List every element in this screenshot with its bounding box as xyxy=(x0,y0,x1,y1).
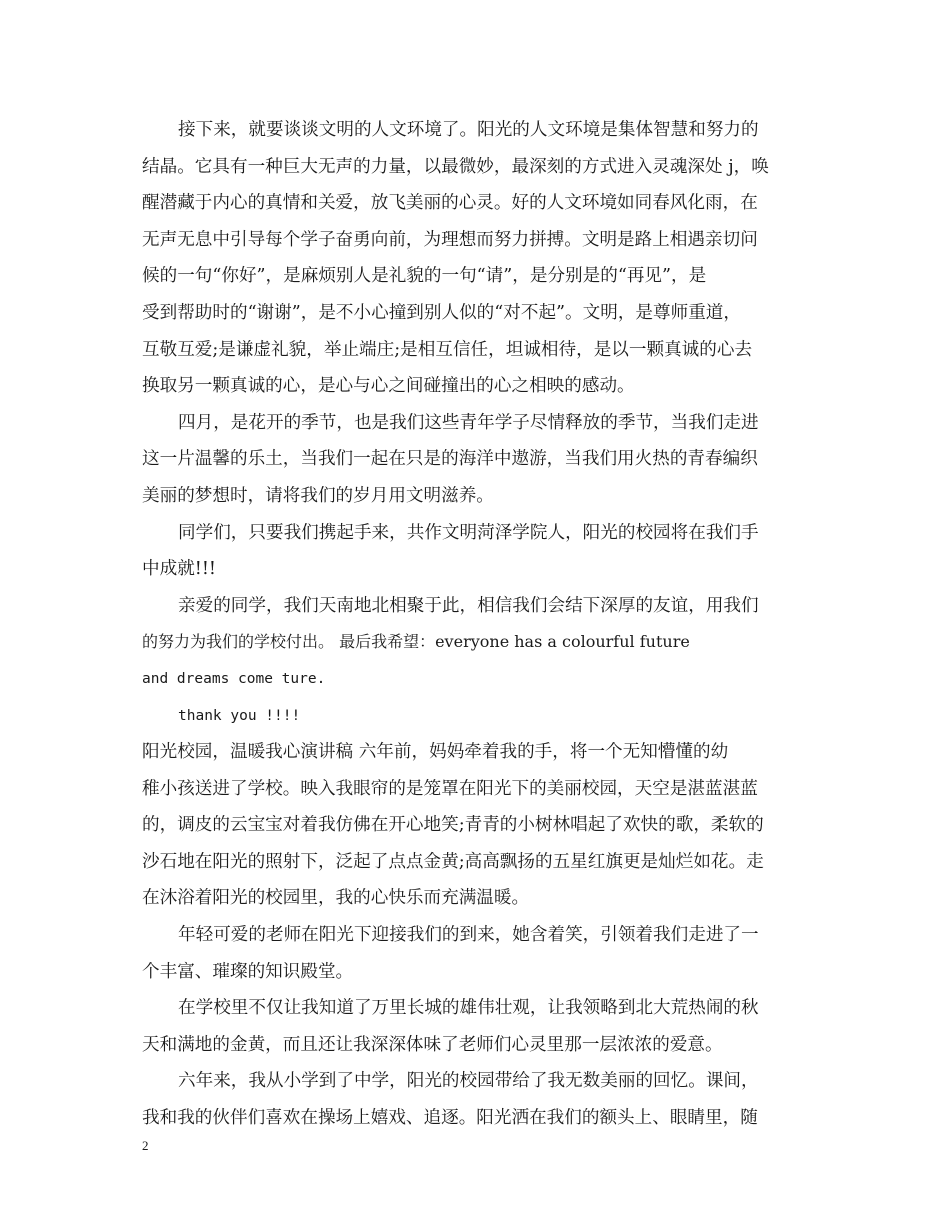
text-line: 年轻可爱的老师在阳光下迎接我们的到来，她含着笑，引领着我们走进了一 xyxy=(178,925,759,946)
text-line: 阳光校园，温暖我心演讲稿 六年前，妈妈牵着我的手，将一个无知懵懂的幼 xyxy=(142,742,729,763)
text-line: 的，调皮的云宝宝对着我仿佛在开心地笑;青青的小树林唱起了欢快的歌，柔软的 xyxy=(142,815,764,836)
document-body xyxy=(142,112,814,1137)
text-line: 候的一句“你好”，是麻烦别人是礼貌的一句“请”，是分别是的“再见”，是 xyxy=(142,266,707,287)
text-line: 六年来，我从小学到了中学，阳光的校园带给了我无数美丽的回忆。课间， xyxy=(178,1071,759,1092)
text-line: 接下来，就要谈谈文明的人文环境了。阳光的人文环境是集体智慧和努力的 xyxy=(178,120,759,140)
text-line: 换取另一颗真诚的心，是心与心之间碰撞出的心之相映的感动。 xyxy=(142,376,635,397)
text-line: 四月，是花开的季节，也是我们这些青年学子尽情释放的季节，当我们走进 xyxy=(178,412,759,433)
text-line: and dreams come ture. xyxy=(142,670,326,687)
text-line: 的努力为我们的学校付出。 最后我希望：everyone has a colourful future xyxy=(142,632,690,652)
text-line: 我和我的伙伴们喜欢在操场上嬉戏、追逐。阳光洒在我们的额头上、眼睛里，随 xyxy=(142,1108,758,1129)
text-line: thank you !!!! xyxy=(178,707,301,724)
text-line: 结晶。它具有一种巨大无声的力量，以最微妙，最深刻的方式进入灵魂深处 j，唤 xyxy=(142,156,769,177)
page-number: 2 xyxy=(142,1138,149,1153)
text-line: 个丰富、璀璨的知识殿堂。 xyxy=(142,961,354,982)
text-line: 美丽的梦想时，请将我们的岁月用文明滋养。 xyxy=(142,485,494,506)
text-line: 醒潜藏于内心的真情和关爱，放飞美丽的心灵。好的人文环境如同春风化雨，在 xyxy=(142,193,758,214)
text-line: 这一片温馨的乐土，当我们一起在只是的海洋中遨游，当我们用火热的青春编织 xyxy=(142,449,758,470)
text-line: 天和满地的金黄，而且还让我深深体味了老师们心灵里那一层浓浓的爱意。 xyxy=(142,1034,723,1055)
text-line: 稚小孩送进了学校。映入我眼帘的是笼罩在阳光下的美丽校园，天空是湛蓝湛蓝 xyxy=(142,778,758,799)
text-line: 亲爱的同学，我们天南地北相聚于此，相信我们会结下深厚的友谊，用我们 xyxy=(178,595,759,616)
text-line: 同学们，只要我们携起手来，共作文明菏泽学院人，阳光的校园将在我们手 xyxy=(178,522,759,543)
text-line: 中成就!!! xyxy=(142,559,216,580)
text-line: 互敬互爱;是谦虚礼貌，举止端庄;是相互信任，坦诚相待，是以一颗真诚的心去 xyxy=(142,339,753,360)
text-line: 受到帮助时的“谢谢”，是不小心撞到别人似的“对不起”。文明，是尊师重道， xyxy=(142,302,741,323)
text-line: 沙石地在阳光的照射下，泛起了点点金黄;高高飘扬的五星红旗更是灿烂如花。走 xyxy=(142,851,764,872)
text-line: 在学校里不仅让我知道了万里长城的雄伟壮观，让我领略到北大荒热闹的秋 xyxy=(178,998,759,1019)
text-line: 在沐浴着阳光的校园里，我的心快乐而充满温暖。 xyxy=(142,888,530,909)
text-line: 无声无息中引导每个学子奋勇向前，为理想而努力拼搏。文明是路上相遇亲切问 xyxy=(142,229,758,250)
